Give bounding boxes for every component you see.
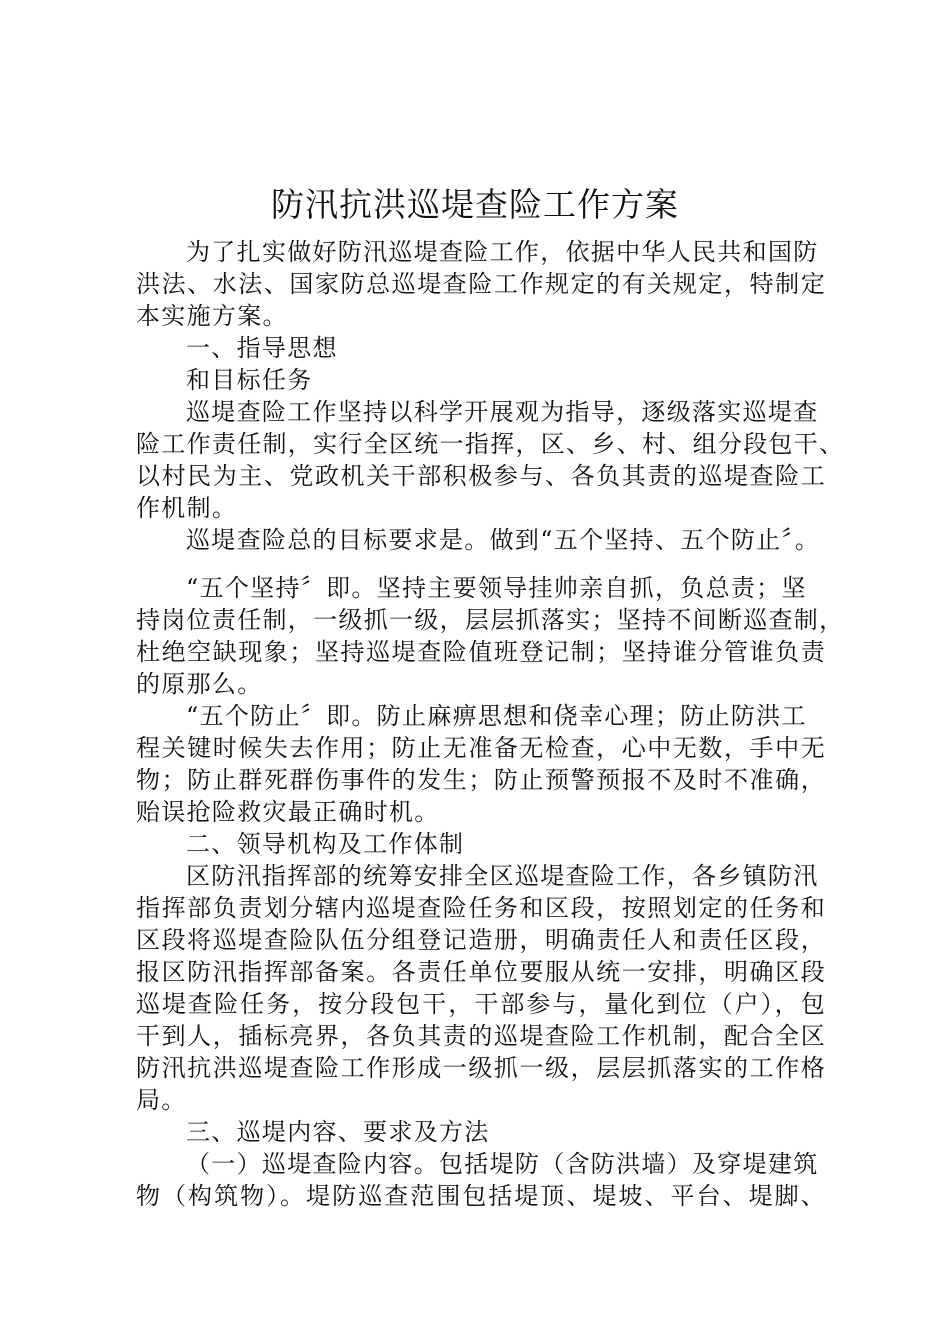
paragraph-line: “五个防止〞即。防止麻痹思想和侥幸心理；防止防洪工: [186, 702, 807, 730]
section-heading: 一、指导思想: [186, 334, 338, 362]
document-title: 防汛抗洪巡堤查险工作方案: [271, 185, 679, 224]
paragraph-line: 为了扎实做好防汛巡堤查险工作，依据中华人民共和国防: [186, 238, 819, 266]
paragraph-line: 持岗位责任制，一级抓一级，层层抓落实；坚持不间断巡查制，: [136, 606, 845, 634]
paragraph-line: 以村民为主、党政机关干部积极参与、各负其责的巡堤查险工: [136, 462, 826, 490]
paragraph-line: 巡堤查险总的目标要求是。做到“五个坚持、五个防止〞。: [186, 526, 821, 554]
paragraph-line: （一）巡堤查险内容。包括堤防（含防洪墙）及穿堤建筑: [186, 1150, 819, 1178]
paragraph-line: 防汛抗洪巡堤查险工作形成一级抓一级，层层抓落实的工作格: [136, 1054, 826, 1082]
paragraph-line: “五个坚持〞即。坚持主要领导挂帅亲自抓，负总责；坚: [186, 574, 807, 602]
paragraph-line: 巡堤查险工作坚持以科学开展观为指导，逐级落实巡堤查: [186, 398, 819, 426]
section-heading: 二、领导机构及工作体制: [186, 830, 465, 858]
section-heading: 三、巡堤内容、要求及方法: [186, 1118, 490, 1146]
paragraph-line: 贻误抢险救灾最正确时机。: [136, 798, 440, 826]
paragraph-line: 区段将巡堤查险队伍分组登记造册，明确责任人和责任区段，: [136, 926, 826, 954]
paragraph-line: 干到人，插标亮界，各负其责的巡堤查险工作机制，配合全区: [136, 1022, 826, 1050]
paragraph-line: 指挥部负责划分辖内巡堤查险任务和区段，按照划定的任务和: [136, 894, 826, 922]
paragraph-line: 险工作责任制，实行全区统一指挥，区、乡、村、组分段包干、: [136, 430, 845, 458]
paragraph-line: 作机制。: [136, 494, 238, 522]
paragraph-line: 本实施方案。: [136, 302, 288, 330]
section-heading: 和目标任务: [186, 366, 313, 394]
paragraph-line: 的原那么。: [136, 670, 263, 698]
paragraph-line: 报区防汛指挥部备案。各责任单位要服从统一安排，明确区段: [136, 958, 826, 986]
paragraph-line: 物（构筑物）。堤防巡查范围包括堤顶、堤坡、平台、堤脚、: [136, 1182, 826, 1210]
paragraph-line: 杜绝空缺现象；坚持巡堤查险值班登记制；坚持谁分管谁负责: [136, 638, 826, 666]
paragraph-line: 洪法、水法、国家防总巡堤查险工作规定的有关规定，特制定: [136, 270, 826, 298]
paragraph-line: 物；防止群死群伤事件的发生；防止预警预报不及时不准确，: [136, 766, 826, 794]
paragraph-line: 程关键时候失去作用；防止无准备无检查，心中无数，手中无: [136, 734, 826, 762]
paragraph-line: 局。: [136, 1086, 187, 1114]
paragraph-line: 巡堤查险任务，按分段包干，干部参与，量化到位（户），包: [136, 990, 826, 1018]
paragraph-line: 区防汛指挥部的统筹安排全区巡堤查险工作，各乡镇防汛: [186, 862, 819, 890]
